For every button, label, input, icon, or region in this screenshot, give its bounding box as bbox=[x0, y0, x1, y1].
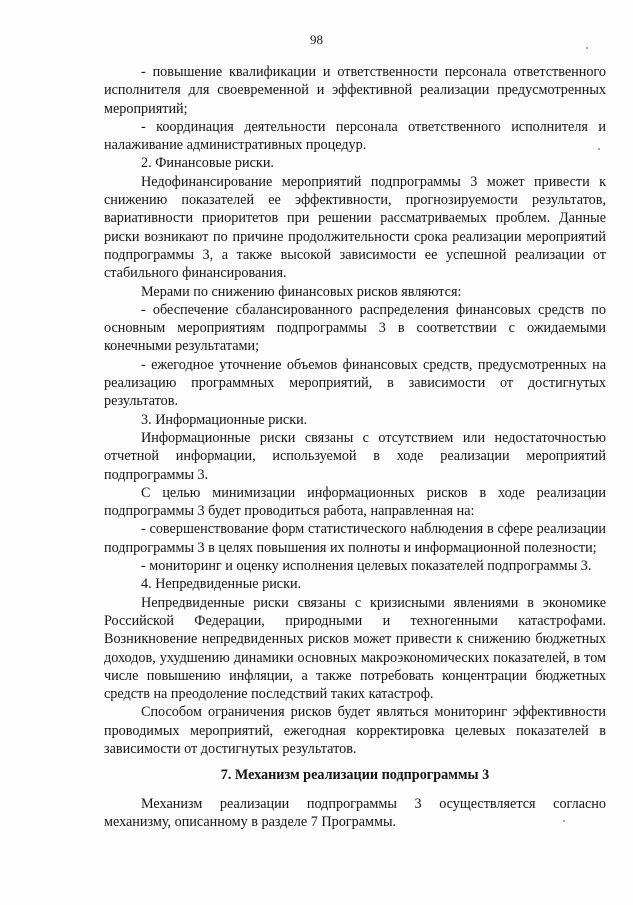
risk-section-body bbox=[104, 63, 606, 758]
paragraph-underfunding: Недофинансирование мероприятий подпрограммы 3 может привести к снижению показателей ее эффективности, прогнозируемости результатов, вариативности приоритетов при решении рассматриваемых проблем. Данные риски возникают по причине продолжительности срока реализации мероприятий подпрограммы 3, а также высокой зависимости ее успешной реализации от стабильного финансирования. bbox=[104, 173, 606, 282]
paragraph-mechanism: Механизм реализации подпрограммы 3 осуществляется согласно механизму, описанному в разделе 7 Программы. bbox=[104, 796, 606, 831]
heading-unforeseen-risks: 4. Непредвиденные риски. bbox=[141, 576, 302, 593]
paragraph-bullet-coordination: - координация деятельности персонала ответственного исполнителя и налаживание административных процедур. bbox=[104, 118, 606, 154]
paragraph-unforeseen-risks: Непредвиденные риски связаны с кризисными явлениями в экономике Российской Федерации, природными и техногенными катастрофами. Возникновение непредвиденных рисков может привести к снижению бюджетных доходов, ухудшению динамики основных макроэкономических показателей, в том числе повышению инфляции, а также потребовать концентрации бюджетных средств на преодоление последствий таких катастроф. bbox=[104, 594, 606, 703]
scan-speck bbox=[598, 148, 600, 150]
mechanism-section-body bbox=[104, 795, 606, 832]
paragraph-bullet-balanced-distribution: - обеспечение сбалансированного распределения финансовых средств по основным мероприятиям подпрограммы 3 в соответствии с ожидаемыми конечными результатами; bbox=[104, 301, 606, 355]
paragraph-information-risks: Информационные риски связаны с отсутствием или недостаточностью отчетной информации, используемой в ходе реализации мероприятий подпрограммы 3. bbox=[104, 429, 606, 483]
section-title: 7. Механизм реализации подпрограммы 3 bbox=[220, 767, 490, 783]
paragraph-bullet-statistics: - совершенствование форм статистического наблюдения в сфере реализации подпрограммы 3 в целях повышения их полноты и информационной полезности; bbox=[104, 521, 606, 556]
paragraph-information-measures-intro: С целью минимизации информационных рисков в ходе реализации подпрограммы 3 будет проводиться работа, направленная на: bbox=[104, 484, 606, 520]
paragraph-bullet-monitoring: - мониторинг и оценку исполнения целевых показателей подпрограммы 3. bbox=[141, 558, 592, 575]
page-number: 98 bbox=[310, 32, 323, 47]
paragraph-bullet-annual-refinement: - ежегодное уточнение объемов финансовых средств, предусмотренных на реализацию программных мероприятий, в зависимости от достигнутых результатов. bbox=[104, 356, 606, 410]
scan-speck bbox=[586, 47, 588, 49]
heading-financial-risks: 2. Финансовые риски. bbox=[141, 155, 274, 172]
paragraph-risk-limitation: Способом ограничения рисков будет являться мониторинг эффективности проводимых мероприятий, ежегодная корректировка целевых показателей в зависимости от достигнутых результатов. bbox=[104, 704, 606, 757]
paragraph-bullet-qualification: - повышение квалификации и ответственности персонала ответственного исполнителя для своевременной и эффективной реализации предусмотренных мероприятий; bbox=[104, 64, 606, 117]
paragraph-financial-measures-intro: Мерами по снижению финансовых рисков являются: bbox=[141, 283, 462, 300]
scan-speck bbox=[563, 820, 565, 822]
heading-information-risks: 3. Информационные риски. bbox=[141, 411, 308, 428]
